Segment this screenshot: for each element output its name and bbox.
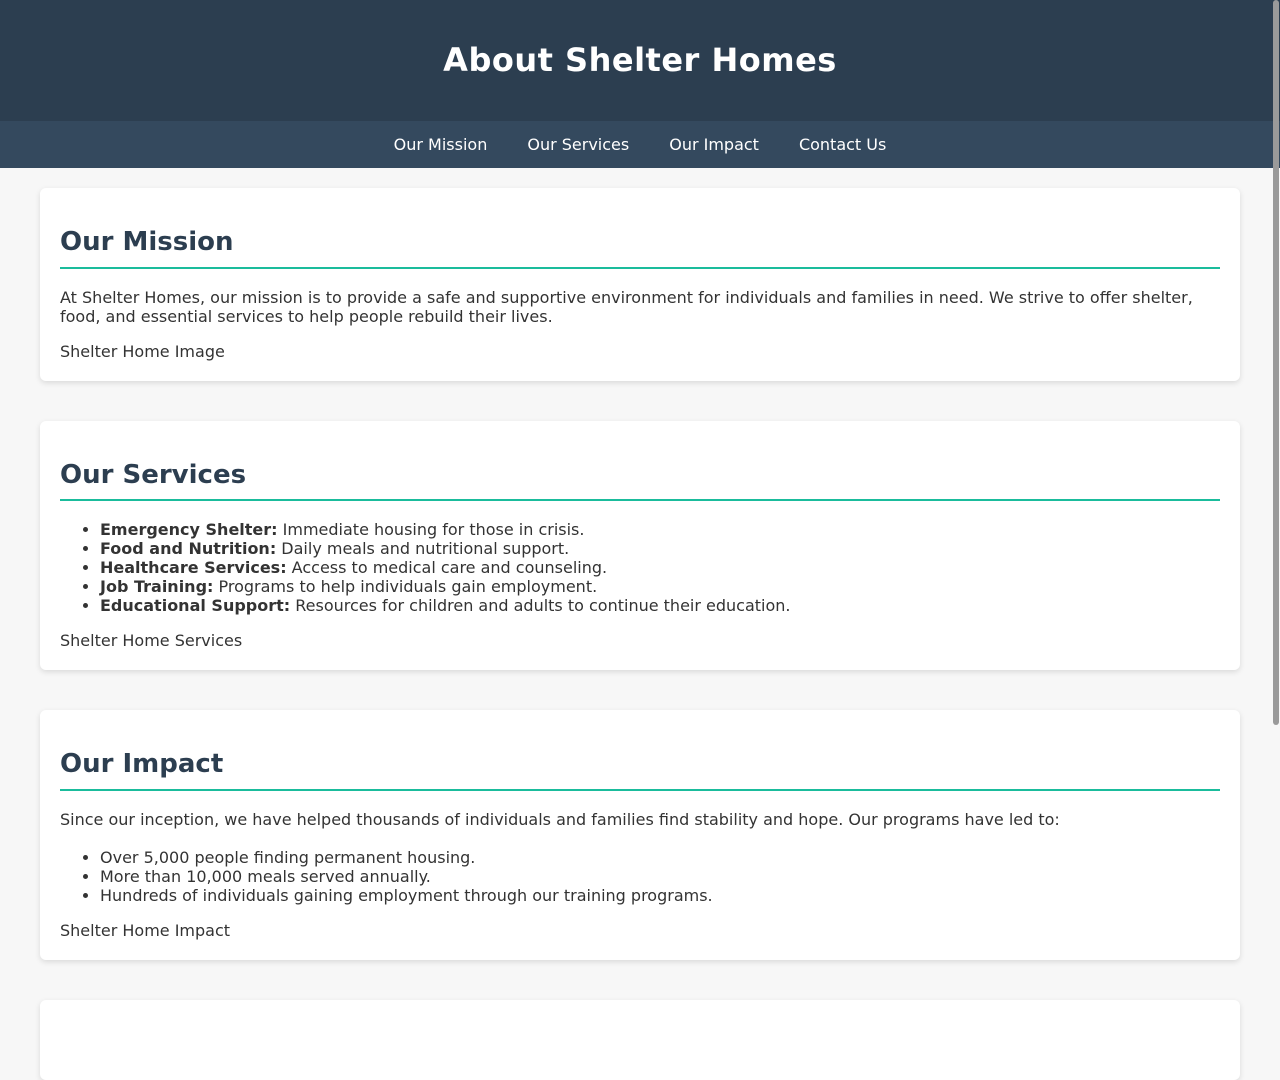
- services-heading: Our Services: [60, 461, 1220, 502]
- service-title: Food and Nutrition:: [100, 539, 277, 559]
- nav-link-our-impact[interactable]: Our Impact: [669, 134, 759, 154]
- list-item: [100, 539, 1220, 558]
- list-item: [100, 520, 1220, 539]
- mission-heading: Our Mission: [60, 228, 1220, 269]
- service-title: Job Training:: [100, 577, 214, 597]
- mission-image-placeholder: Shelter Home Image: [60, 341, 225, 361]
- list-item: [100, 596, 1220, 615]
- list-item: [100, 577, 1220, 596]
- list-item: [100, 558, 1220, 577]
- service-desc: Programs to help individuals gain employment.: [213, 577, 598, 597]
- impact-list: [60, 848, 1220, 905]
- nav-link-contact-us[interactable]: Contact Us: [798, 134, 887, 154]
- mission-text: At Shelter Homes, our mission is to provide a safe and supportive environment for individuals and families in need. We strive to offer shelter, food, and essential services to help people rebuild their lives.: [60, 287, 1193, 326]
- main-nav: [0, 121, 1280, 168]
- page-header: [0, 0, 1280, 121]
- list-item: • Hundreds of individuals gaining employment through our training programs.: [100, 886, 1220, 905]
- impact-image-placeholder: Shelter Home Impact: [60, 920, 231, 940]
- list-item: • More than 10,000 meals served annually.: [100, 867, 1220, 886]
- nav-link-our-services[interactable]: Our Services: [527, 134, 630, 154]
- page-title: About Shelter Homes: [443, 41, 837, 80]
- main-content: [0, 168, 1280, 1080]
- mission-section: [40, 188, 1240, 381]
- service-desc: Access to medical care and counseling.: [286, 558, 608, 578]
- service-title: Educational Support:: [100, 596, 291, 616]
- list-item: • Over 5,000 people finding permanent housing.: [100, 848, 1220, 867]
- page-scrollbar[interactable]: [1272, 0, 1280, 1024]
- services-section: [40, 421, 1240, 671]
- nav-link-our-mission[interactable]: Our Mission: [393, 134, 488, 154]
- service-title: Healthcare Services:: [100, 558, 287, 578]
- service-title: Emergency Shelter:: [100, 520, 278, 540]
- service-desc: Resources for children and adults to continue their education.: [290, 596, 791, 616]
- service-desc: Immediate housing for those in crisis.: [277, 520, 585, 540]
- services-image-placeholder: Shelter Home Services: [60, 631, 243, 651]
- impact-heading: Our Impact: [60, 750, 1220, 791]
- services-list: [60, 520, 1220, 615]
- impact-section: [40, 710, 1240, 960]
- contact-section: [40, 1000, 1240, 1080]
- service-desc: Daily meals and nutritional support.: [276, 539, 570, 559]
- impact-text: Since our inception, we have helped thousands of individuals and families find stability and hope. Our programs have led to:: [60, 809, 1060, 829]
- scrollbar-thumb[interactable]: [1273, 0, 1279, 725]
